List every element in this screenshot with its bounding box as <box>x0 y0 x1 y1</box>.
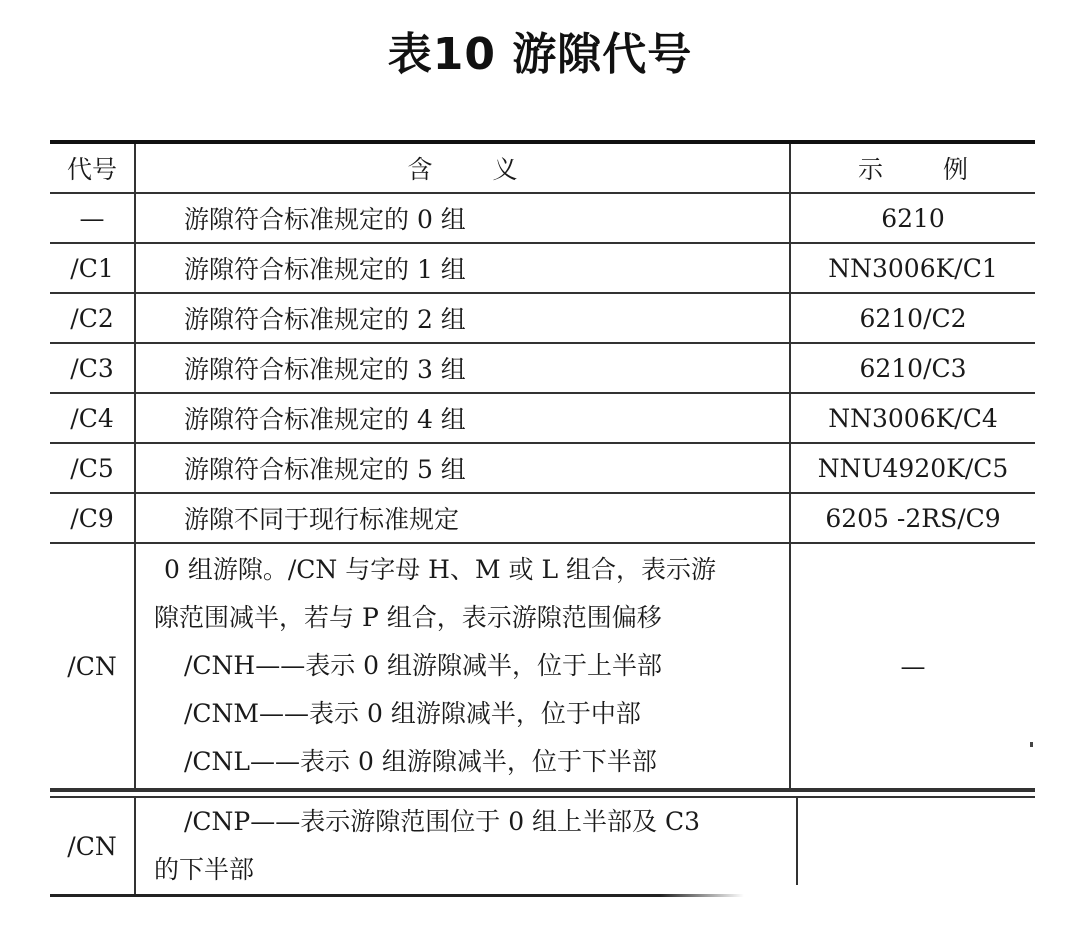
table-row <box>50 343 1035 393</box>
row-example: 6210 <box>790 193 1035 243</box>
row-meaning: 游隙不同于现行标准规定 <box>135 493 790 543</box>
table-header-row <box>50 142 1035 193</box>
table-row-cnp <box>50 797 1035 896</box>
row-code: /C1 <box>50 243 135 293</box>
table-row <box>50 393 1035 443</box>
table-divider <box>50 790 1035 792</box>
meaning-line: /CNP——表示游隙范围位于 0 组上半部及 C3 <box>184 807 701 836</box>
row-example: — <box>790 543 1035 789</box>
row-example: NN3006K/C4 <box>790 393 1035 443</box>
clearance-code-table <box>50 140 1035 790</box>
scan-artifact <box>1030 742 1033 747</box>
meaning-line: /CNH——表示 0 组游隙减半，位于上半部 <box>184 651 663 680</box>
row-code: /C3 <box>50 343 135 393</box>
page-title: 表10 游隙代号 <box>387 29 693 80</box>
row-example: 6205 -2RS/C9 <box>790 493 1035 543</box>
row-code: — <box>50 193 135 243</box>
row-code: /CN <box>50 797 135 896</box>
header-example: 示例 <box>790 142 1035 193</box>
table-row <box>50 293 1035 343</box>
row-meaning-multiline <box>135 543 790 789</box>
clearance-code-table-continued <box>50 796 1035 897</box>
image-fade-edge <box>660 885 1080 948</box>
meaning-line: 隙范围减半，若与 P 组合，表示游隙范围偏移 <box>154 603 662 632</box>
row-meaning: 游隙符合标准规定的 2 组 <box>135 293 790 343</box>
meaning-line: /CNM——表示 0 组游隙减半，位于中部 <box>184 699 641 728</box>
row-example: NN3006K/C1 <box>790 243 1035 293</box>
row-meaning: 游隙符合标准规定的 5 组 <box>135 443 790 493</box>
table-row-cn <box>50 543 1035 789</box>
table-row <box>50 443 1035 493</box>
row-meaning: 游隙符合标准规定的 4 组 <box>135 393 790 443</box>
row-example: 6210/C3 <box>790 343 1035 393</box>
row-code: /C5 <box>50 443 135 493</box>
row-meaning: 游隙符合标准规定的 1 组 <box>135 243 790 293</box>
row-meaning: 游隙符合标准规定的 0 组 <box>135 193 790 243</box>
row-code: /C9 <box>50 493 135 543</box>
row-example: NNU4920K/C5 <box>790 443 1035 493</box>
header-code: 代号 <box>50 142 135 193</box>
meaning-line: /CNL——表示 0 组游隙减半，位于下半部 <box>184 747 657 776</box>
row-example: 6210/C2 <box>790 293 1035 343</box>
row-meaning-multiline <box>135 797 797 896</box>
header-meaning: 含义 <box>135 142 790 193</box>
row-code: /C4 <box>50 393 135 443</box>
table-row <box>50 493 1035 543</box>
row-code: /CN <box>50 543 135 789</box>
meaning-line: 0 组游隙。/CN 与字母 H、M 或 L 组合，表示游 <box>164 555 717 584</box>
row-code: /C2 <box>50 293 135 343</box>
table-row <box>50 243 1035 293</box>
row-example <box>797 797 1035 896</box>
meaning-line: 的下半部 <box>154 855 255 884</box>
table-row <box>50 193 1035 243</box>
row-meaning: 游隙符合标准规定的 3 组 <box>135 343 790 393</box>
